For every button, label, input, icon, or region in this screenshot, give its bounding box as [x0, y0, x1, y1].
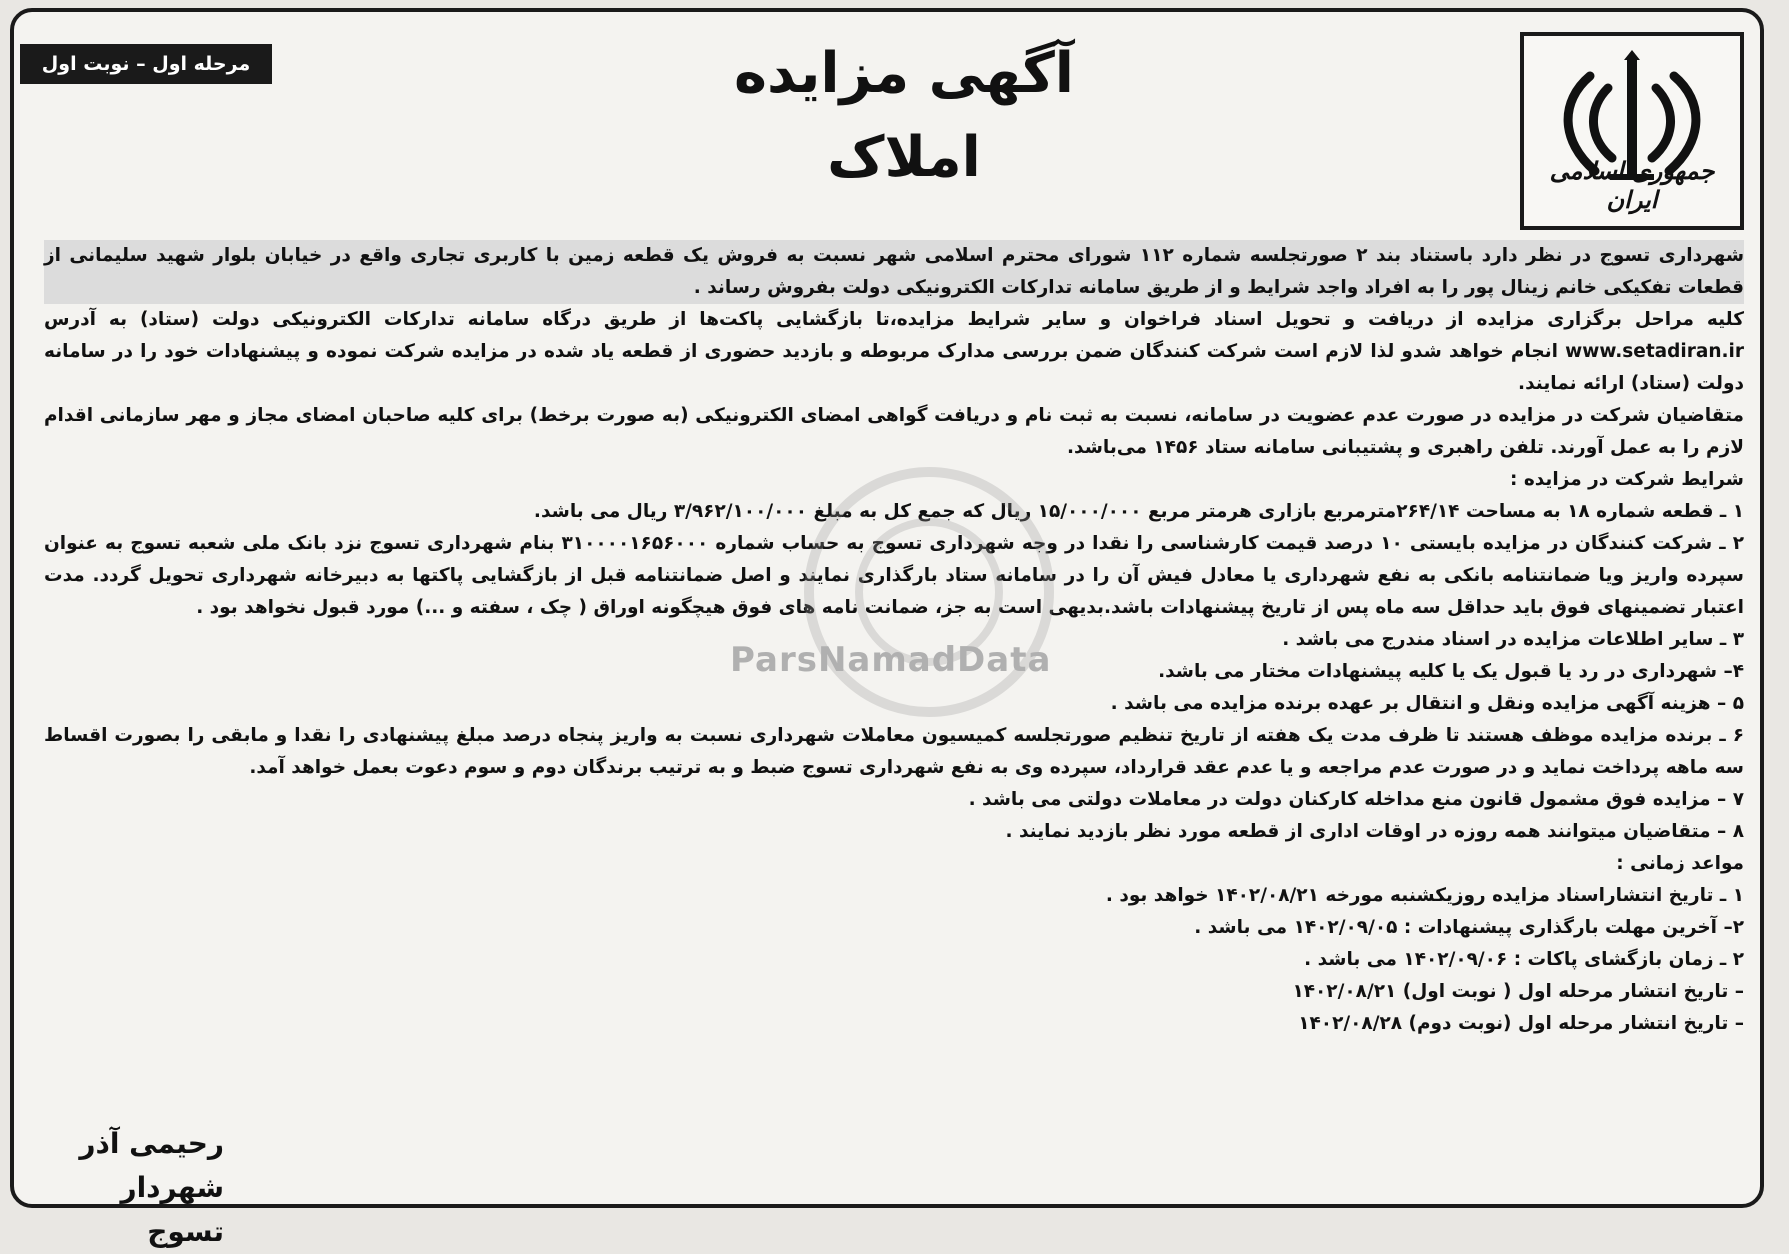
condition-item: ۴– شهرداری در رد یا قبول یک یا کلیه پیشنهادات مختار می باشد.	[1158, 661, 1744, 682]
condition-item: ۳ ـ سایر اطلاعات مزایده در اسناد مندرج می باشد .	[1282, 629, 1744, 650]
condition-item: ۷ – مزایده فوق مشمول قانون منع مداخله کارکنان دولت در معاملات دولتی می باشد .	[968, 789, 1744, 810]
deadline-item: ۱ ـ تاریخ انتشاراسناد مزایده روزیکشنبه مورخه ۱۴۰۲/۰۸/۲۱ خواهد بود .	[1105, 885, 1744, 906]
condition-item: ۲ ـ شرکت کنندگان در مزایده بایستی ۱۰ درصد قیمت کارشناسی را نقدا در وجه شهرداری تسوج به حساب شماره ۳۱۰۰۰۰۱۶۵۶۰۰۰ بنام شهرداری تسوج نزد بانک ملی شعبه تسوج به عنوان سپرده واریز ویا ضمانتنامه بانکی به نفع شهرداری یا معادل فیش آن را در سامانه ستاد بارگذاری نمایند و اصل ضمانتنامه قبل از بازگشایی پاکتها به دبیرخانه شهرداری تحویل گردد. مدت اعتبار تضمینهای فوق باید حداقل سه ماه پس از تاریخ پیشنهادات باشد.بدیهی است به جز، ضمانت نامه های فوق هیچگونه اوراق ( چک ، سفته و ...) مورد قبول نخواهد بود .	[44, 533, 1744, 618]
stage-badge: مرحله اول – نوبت اول	[20, 44, 272, 84]
deadline-item: ۲ ـ زمان بازگشای پاکات : ۱۴۰۲/۰۹/۰۶ می باشد .	[1304, 949, 1744, 970]
paragraph-registration: متقاضیان شرکت در مزایده در صورت عدم عضویت در سامانه، نسبت به ثبت نام و دریافت گواهی امضای الکترونیکی (به صورت برخط) برای کلیه صاحبان امضای مجاز و مهر سازمانی اقدام لازم را به عمل آورند. تلفن راهبری و پشتیبانی سامانه ستاد ۱۴۵۶ می‌باشد.	[44, 405, 1744, 458]
paragraph-intro: شهرداری تسوج در نظر دارد باستناد بند ۲ صورتجلسه شماره ۱۱۲ شورای محترم اسلامی شهر نسبت به فروش یک قطعه زمین با کاربری تجاری واقع در خیابان بلوار شهید سلیمانی از قطعات تفکیکی خانم زینال پور را به افراد واجد شرایط و از طریق سامانه تدارکات الکترونیکی دولت بفروش رساند .	[44, 240, 1744, 304]
condition-item: ۸ – متقاضیان میتوانند همه روزه در اوقات اداری از قطعه مورد نظر بازدید نمایند .	[1005, 821, 1744, 842]
condition-item: ۱ ـ قطعه شماره ۱۸ به مساحت ۲۶۴/۱۴مترمربع بازاری هرمتر مربع ۱۵/۰۰۰/۰۰۰ ریال که جمع کل به مبلغ ۳/۹۶۲/۱۰۰/۰۰۰ ریال می باشد.	[533, 501, 1744, 522]
condition-item: ۵ – هزینه آگهی مزایده ونقل و انتقال بر عهده برنده مزایده می باشد .	[1110, 693, 1744, 714]
emblem-box	[1520, 32, 1744, 230]
signer-name: رحیمی آذر	[79, 1127, 224, 1160]
notice-title	[564, 32, 1244, 200]
paragraph-procedure: کلیه مراحل برگزاری مزایده از دریافت و تحویل اسناد فراخوان و سایر شرایط مزایده،تا بازگشایی پاکت‌ها از طریق درگاه سامانه تدارکات الکترونیکی دولت (ستاد) به آدرس www.setadiran.ir انجام خواهد شدو لذا لازم است شرکت کنندگان ضمن بررسی مدارک مربوطه و بازدید حضوری از قطعه یاد شده در مزایده شرکت نموده و پیشنهادات خود را در سامانه دولت (ستاد) ارائه نمایند.	[44, 309, 1744, 394]
title-line-2: املاک	[827, 125, 981, 190]
watermark-brand: ParsNamadData	[730, 640, 1052, 680]
signer-position: شهردار تسوج	[120, 1171, 224, 1248]
deadline-item: ۲– آخرین مهلت بارگذاری پیشنهادات : ۱۴۰۲/۰۹/۰۵ می باشد .	[1194, 917, 1744, 938]
deadlines-heading: مواعد زمانی :	[1616, 853, 1744, 874]
emblem-caption: جمهوری اسلامی ایران	[1549, 156, 1715, 214]
condition-item: ۶ ـ برنده مزایده موظف هستند تا ظرف مدت یک هفته از تاریخ تنظیم صورتجلسه کمیسیون معاملات شهرداری نسبت به واریز پنجاه درصد مبلغ پیشنهادی را نقدا و مابقی را بصورت اقساط سه ماهه پرداخت نماید و در صورت عدم مراجعه و یا عدم عقد قرارداد، سپرده وی به نفع شهرداری تسوج ضبط و به ترتیب برندگان دوم و سوم دعوت بعمل خواهد آمد.	[44, 725, 1744, 778]
signature-block	[44, 1122, 224, 1254]
notice-frame	[10, 8, 1764, 1248]
title-line-1: آگهی مزایده	[733, 41, 1075, 106]
publication-date: – تاریخ انتشار مرحله اول (نوبت دوم) ۱۴۰۲/۰۸/۲۸	[1298, 1013, 1744, 1034]
publication-date: – تاریخ انتشار مرحله اول ( نوبت اول) ۱۴۰۲/۰۸/۲۱	[1292, 981, 1744, 1002]
conditions-heading: شرایط شرکت در مزایده :	[1509, 469, 1744, 490]
